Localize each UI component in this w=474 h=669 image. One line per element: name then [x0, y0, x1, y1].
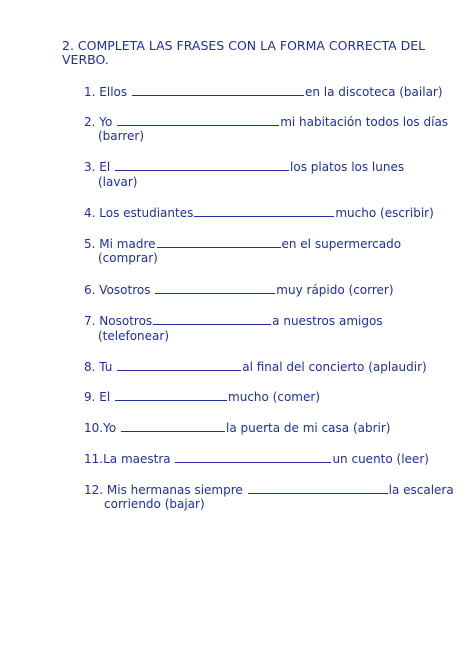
answer-blank-11[interactable] — [175, 450, 331, 463]
item-rest: muy rápido (correr) — [276, 283, 394, 297]
answer-blank-5[interactable] — [157, 235, 281, 248]
sentence-item-6 — [84, 281, 394, 298]
item-subject: Yo — [103, 421, 117, 435]
item-rest: mucho (comer) — [228, 390, 320, 404]
sentence-item-4 — [84, 204, 434, 221]
item-number: 12. — [84, 483, 104, 497]
item-number: 4. — [84, 206, 96, 220]
item-rest: un cuento (leer) — [332, 452, 429, 466]
item-number: 9. — [84, 390, 96, 404]
item-subject: Yo — [99, 115, 113, 129]
answer-blank-7[interactable] — [153, 312, 271, 325]
sentence-item-9 — [84, 388, 320, 405]
item-number: 7. — [84, 314, 96, 328]
item-number: 6. — [84, 283, 96, 297]
item-subject: Los estudiantes — [99, 206, 194, 220]
sentence-item-3 — [84, 158, 404, 175]
item-number: 5. — [84, 237, 96, 251]
answer-blank-3[interactable] — [115, 158, 289, 171]
answer-blank-4[interactable] — [194, 204, 334, 217]
item-number: 11. — [84, 452, 104, 466]
answer-blank-6[interactable] — [155, 281, 275, 294]
sentence-item-1 — [84, 83, 443, 100]
item-rest: a nuestros amigos — [272, 314, 383, 328]
sentence-item-10 — [84, 419, 390, 436]
item-5-verb-hint: (comprar) — [98, 251, 158, 265]
sentence-item-7 — [84, 312, 383, 329]
sentence-item-8 — [84, 358, 427, 375]
item-subject: El — [99, 160, 111, 174]
item-number: 3. — [84, 160, 96, 174]
item-3-verb-hint: (lavar) — [98, 175, 138, 189]
item-subject: Mi madre — [99, 237, 156, 251]
item-rest: la puerta de mi casa (abrir) — [226, 421, 391, 435]
item-rest: en la discoteca (bailar) — [304, 85, 443, 99]
sentence-item-11 — [84, 450, 429, 467]
item-number: 2. — [84, 115, 96, 129]
answer-blank-12[interactable] — [248, 481, 388, 494]
item-subject: La maestra — [103, 452, 171, 466]
item-subject: Vosotros — [99, 283, 151, 297]
item-rest: la escalera — [388, 483, 454, 497]
item-subject: Mis hermanas siempre — [106, 483, 243, 497]
exercise-title-line-1: 2. COMPLETA LAS FRASES CON LA FORMA CORRECTA DEL — [62, 38, 426, 53]
answer-blank-8[interactable] — [117, 358, 241, 371]
exercise-title-line-2: VERBO. — [62, 52, 109, 67]
item-subject: Nosotros — [99, 314, 153, 328]
item-rest: mucho (escribir) — [335, 206, 434, 220]
item-7-verb-hint: (telefonear) — [98, 329, 170, 343]
answer-blank-9[interactable] — [115, 388, 227, 401]
item-number: 10. — [84, 421, 104, 435]
item-subject: Ellos — [99, 85, 128, 99]
item-rest: en el supermercado — [281, 237, 402, 251]
item-number: 8. — [84, 360, 96, 374]
item-rest: al final del concierto (aplaudir) — [242, 360, 427, 374]
item-rest: mi habitación todos los días — [280, 115, 449, 129]
item-subject: Tu — [99, 360, 113, 374]
item-2-verb-hint: (barrer) — [98, 129, 145, 143]
answer-blank-1[interactable] — [132, 83, 304, 96]
item-subject: El — [99, 390, 111, 404]
item-rest: los platos los lunes — [290, 160, 405, 174]
item-12-verb-hint: corriendo (bajar) — [104, 497, 205, 511]
item-number: 1. — [84, 85, 96, 99]
answer-blank-10[interactable] — [121, 419, 225, 432]
answer-blank-2[interactable] — [117, 113, 279, 126]
